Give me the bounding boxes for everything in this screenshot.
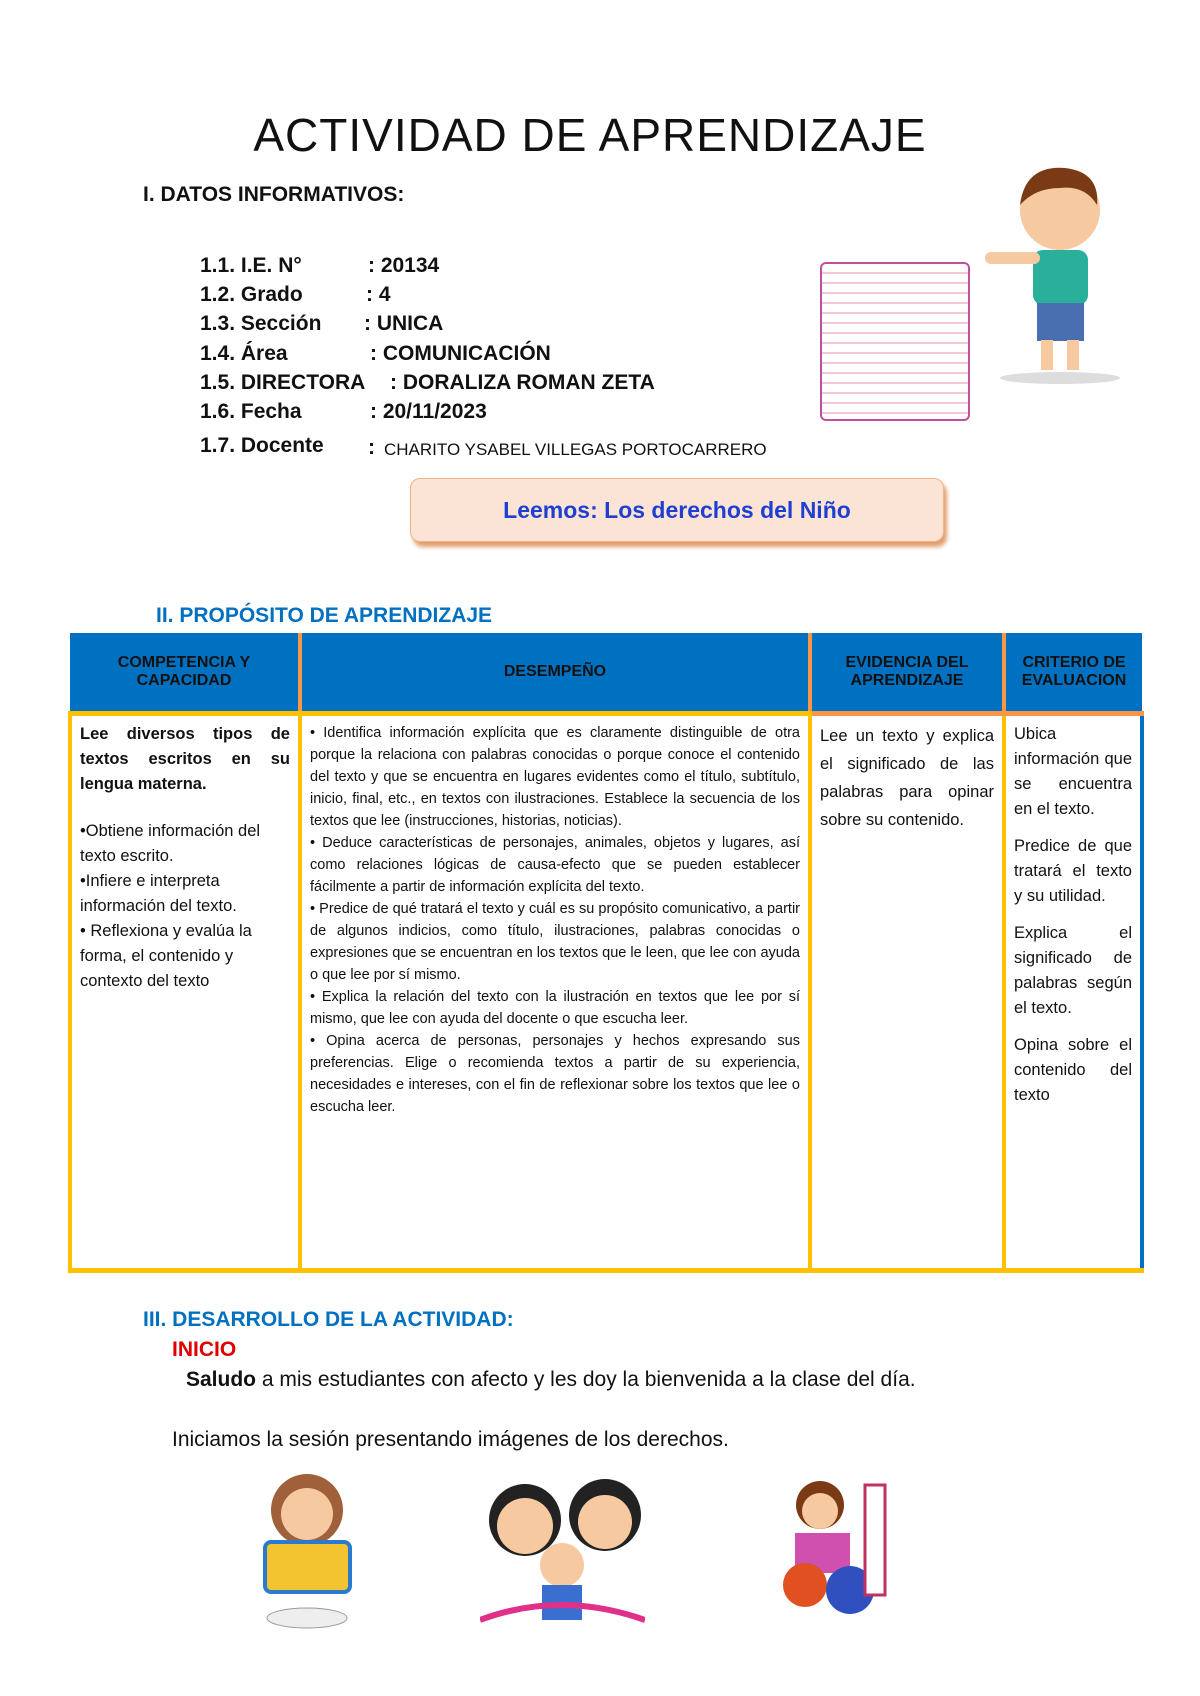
dato-label: 1.3. Sección — [200, 312, 322, 335]
iniciamos-paragraph: Iniciamos la sesión presentando imágenes de los derechos. — [172, 1428, 729, 1451]
proposito-table — [68, 633, 1144, 1273]
header-competencia: COMPETENCIA Y CAPACIDAD — [70, 633, 300, 714]
desempeno-item: • Opina acerca de personas, personajes y hechos expresando sus preferencias. Elige o recomienda textos a partir de su experiencia, necesidades e intereses, con el fin de reflexionar sobre los textos que lee o escucha leer. — [310, 1033, 800, 1115]
saludo-text: a mis estudiantes con afecto y les doy la bienvenida a la clase del día. — [256, 1368, 916, 1391]
criterio-item: Explica el significado de palabras según el texto. — [1014, 924, 1132, 1017]
saludo-paragraph — [186, 1368, 916, 1392]
criterio-item: Ubica información que se encuentra en el texto. — [1014, 725, 1132, 818]
competencia-cell — [70, 714, 300, 1271]
header-criterio: CRITERIO DE EVALUACION — [1004, 633, 1142, 714]
dato-value: : UNICA — [364, 312, 444, 335]
criterio-item: Opina sobre el contenido del texto — [1014, 1036, 1132, 1104]
derechos-poster-image — [820, 262, 970, 421]
section-proposito-heading: II. PROPÓSITO DE APRENDIZAJE — [156, 604, 493, 627]
dato-label: 1.7. Docente — [200, 434, 324, 457]
criterio-item: Predice de que tratará el texto y su utilidad. — [1014, 837, 1132, 905]
dato-label: 1.1. I.E. N° — [200, 254, 302, 277]
competencia-text: Lee diversos tipos de textos escritos en su lengua materna. — [80, 725, 290, 793]
desempeno-item: • Predice de qué tratará el texto y cuál es su propósito comunicativo, a partir de algunos indicios, como título, ilustraciones, palabras conocidas o expresiones que se encuentran en los textos que le leen, que lee con ayuda o que lee por sí mismo. — [310, 901, 800, 983]
dato-label: 1.6. Fecha — [200, 400, 302, 423]
table-row — [70, 714, 1142, 1271]
family-illustration — [480, 1470, 645, 1630]
inicio-heading: INICIO — [172, 1338, 237, 1361]
dato-label: 1.2. Grado — [200, 283, 303, 306]
section-datos-heading: I. DATOS INFORMATIVOS: — [143, 183, 405, 206]
desempeno-cell — [300, 714, 810, 1271]
dato-label: 1.5. DIRECTORA — [200, 371, 366, 394]
desempeno-item: • Deduce características de personajes, animales, objetos y lugares, así como relaciones lógicas de causa-efecto que se pueden establecer fácilmente a partir de información explícita del texto. — [310, 835, 800, 895]
document-page: ACTIVIDAD DE APRENDIZAJE I. DATOS INFORMATIVOS: 1.1. I.E. N° : 20134 1.2. Grado : 4 1.3. Sección : UNICA 1.4. Área : COMUNICACIÓN 1.5. DIRECTORA : DORALIZA ROMAN ZETA 1.6. Fecha : 20/11/2023 1.7. Docente : CHARITO YSABEL VILLEGAS PORTOCARRERO Leemos: Los derechos del Niño II. PROPÓSITO DE APRENDIZAJE COMPETENCIA Y CAPACIDAD DESEMPEÑO EVIDENCIA DEL APRENDIZAJE CRITERIO DE EVALUACION Lee diversos tipos de textos escritos en su lengua materna. •Obtiene información del texto escrito. •Infiere e interpreta información del texto. • Reflexiona y evalúa la forma, el contenido y contexto del texto • Identifica información explícita que es claramente distinguible de otra porque la relaciona con palabras conocidas o porque conoce el contenido del texto y que se encuentra en lugares evidentes como el título, subtítulo, inicio, final, etc., en textos con ilustraciones. Establece la secuencia de los textos que lee (instrucciones, historias, noticias). • Deduce características de personajes, animales, objetos y lugares, así como relaciones lógicas de causa-efecto que se pueden establecer fácilmente a partir de información explícita del texto. • Predice de qué tratará el texto y cuál es su propósito comunicativo, a partir de algunos indicios, como título, ilustraciones, palabras conocidas o expresiones que se encuentran en los textos que le leen, que lee con ayuda o que lee por sí mismo. • Explica la relación del texto con la ilustración en textos que lee por sí mismo, que lee con ayuda del docente o que escucha leer. • Opina acerca de personas, personajes y hechos expresando sus preferencias. Elige o recomienda textos a partir de su experiencia, necesidades e intereses, con el fin de reflexionar sobre los textos que lee o escucha leer. Lee un texto y explica el significado de las palabras para opinar sobre su contenido. Ubica información que se encuentra en el texto. Predice de que tratará el texto y su utilidad. Explica el significado de palabras según el texto. Opina sobre el contenido del texto III. DESARROLLO DE LA ACTIVIDAD: INICIO Saludo a mis estudiantes con afecto y les doy la bienvenida a la clase del día. Iniciamos la sesión presentando imágenes de los derechos. — [0, 0, 1200, 1696]
header-desempeno: DESEMPEÑO — [300, 633, 810, 714]
dato-value: : 4 — [366, 283, 391, 306]
capacidad-item: •Obtiene información del texto escrito. — [80, 822, 261, 865]
dato-value: : COMUNICACIÓN — [370, 342, 551, 365]
boy-pointing-illustration — [985, 160, 1125, 385]
section-desarrollo-heading: III. DESARROLLO DE LA ACTIVIDAD: — [143, 1308, 514, 1331]
dato-value: : 20/11/2023 — [370, 400, 487, 423]
teacher-with-children-illustration — [775, 1475, 890, 1625]
dato-value: : 20134 — [368, 254, 440, 277]
evidencia-cell — [810, 714, 1004, 1271]
evidencia-text: Lee un texto y explica el significado de las palabras para opinar sobre su contenido. — [820, 727, 994, 829]
criterio-cell — [1004, 714, 1142, 1271]
desempeno-item: • Identifica información explícita que es claramente distinguible de otra porque la relaciona con palabras conocidas o porque conoce el contenido del texto y que se encuentra en lugares evidentes como el título, subtítulo, inicio, final, etc., en textos con ilustraciones. Establece la secuencia de los textos que lee (instrucciones, historias, noticias). — [310, 725, 800, 829]
activity-title-banner: Leemos: Los derechos del Niño — [410, 478, 944, 542]
page-title: ACTIVIDAD DE APRENDIZAJE — [253, 109, 927, 161]
table-header-row — [70, 633, 1142, 714]
capacidad-item: •Infiere e interpreta información del texto. — [80, 872, 237, 915]
dato-value: : DORALIZA ROMAN ZETA — [390, 371, 655, 394]
dato-value: CHARITO YSABEL VILLEGAS PORTOCARRERO — [384, 440, 767, 459]
desempeno-item: • Explica la relación del texto con la ilustración en textos que lee por sí mismo, que lee con ayuda del docente o que escucha leer. — [310, 989, 800, 1027]
header-evidencia: EVIDENCIA DEL APRENDIZAJE — [810, 633, 1004, 714]
child-with-id-card-illustration — [255, 1470, 360, 1630]
capacidad-item: • Reflexiona y evalúa la forma, el contenido y contexto del texto — [80, 922, 252, 990]
saludo-bold: Saludo — [186, 1368, 257, 1391]
dato-label: 1.4. Área — [200, 342, 288, 365]
